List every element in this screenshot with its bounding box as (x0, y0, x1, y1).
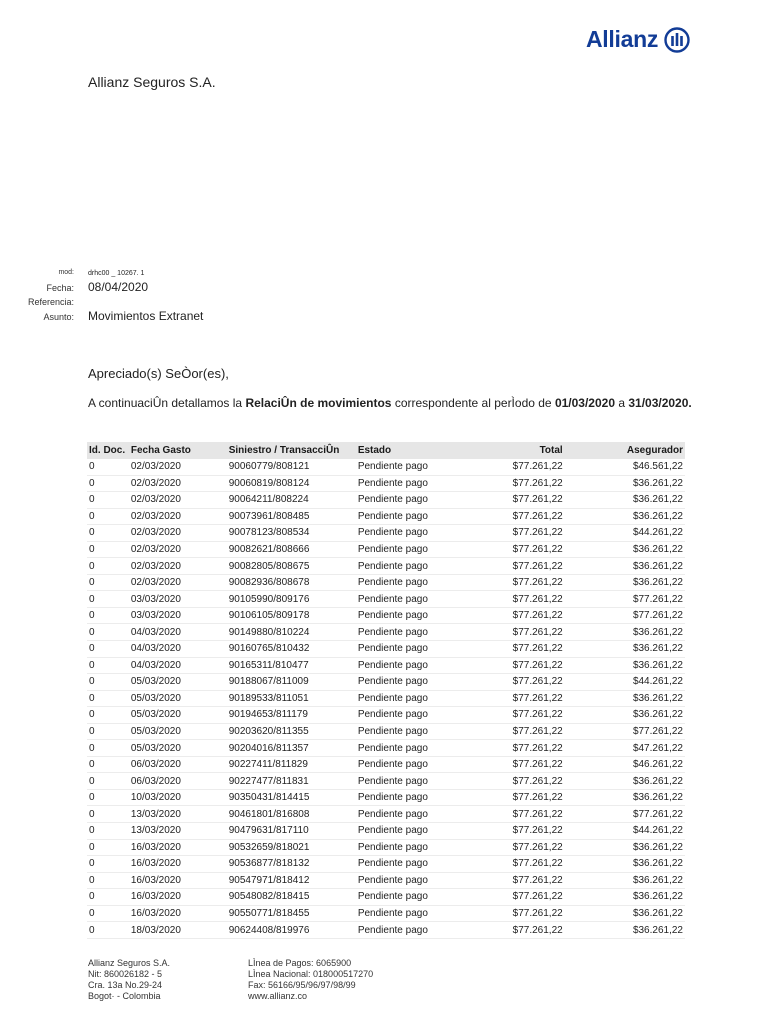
cell-fecha-gasto: 05/03/2020 (129, 674, 227, 691)
cell-asegurador: $46.261,22 (565, 756, 685, 773)
allianz-logo (586, 26, 690, 53)
table-row (87, 806, 685, 823)
cell-siniestro: 90078123/808534 (227, 525, 356, 542)
cell-asegurador: $36.261,22 (565, 922, 685, 939)
cell-asegurador: $36.261,22 (565, 872, 685, 889)
table-row (87, 823, 685, 840)
cell-estado: Pendiente pago (356, 541, 486, 558)
cell-estado: Pendiente pago (356, 459, 486, 475)
cell-total: $77.261,22 (486, 806, 564, 823)
cell-id-doc: 0 (87, 839, 129, 856)
cell-estado: Pendiente pago (356, 872, 486, 889)
cell-asegurador: $36.261,22 (565, 641, 685, 658)
mod-value: drhc00 _ 10267. 1 (88, 270, 145, 277)
mod-label: mod: (58, 269, 74, 276)
cell-fecha-gasto: 05/03/2020 (129, 723, 227, 740)
cell-asegurador: $36.261,22 (565, 690, 685, 707)
cell-total: $77.261,22 (486, 690, 564, 707)
cell-asegurador: $36.261,22 (565, 905, 685, 922)
cell-siniestro: 90536877/818132 (227, 856, 356, 873)
cell-fecha-gasto: 16/03/2020 (129, 872, 227, 889)
meta-fecha-row (0, 280, 768, 296)
table-row (87, 674, 685, 691)
cell-id-doc: 0 (87, 607, 129, 624)
cell-fecha-gasto: 05/03/2020 (129, 690, 227, 707)
cell-total: $77.261,22 (486, 856, 564, 873)
cell-siniestro: 90227477/811831 (227, 773, 356, 790)
intro-date-end: 31/03/2020. (628, 396, 692, 410)
intro-text-2: correspondente al perÌodo de (391, 396, 555, 410)
table-row (87, 541, 685, 558)
cell-asegurador: $77.261,22 (565, 723, 685, 740)
cell-siniestro: 90165311/810477 (227, 657, 356, 674)
table-row (87, 591, 685, 608)
footer-address: Cra. 13a No.29-24 (88, 980, 163, 990)
table-body (87, 459, 685, 938)
footer-company-info (88, 958, 170, 1002)
cell-fecha-gasto: 06/03/2020 (129, 756, 227, 773)
cell-id-doc: 0 (87, 922, 129, 939)
cell-estado: Pendiente pago (356, 839, 486, 856)
cell-estado: Pendiente pago (356, 823, 486, 840)
cell-asegurador: $36.261,22 (565, 889, 685, 906)
table-row (87, 657, 685, 674)
table-row (87, 922, 685, 939)
cell-siniestro: 90479631/817110 (227, 823, 356, 840)
table-row (87, 508, 685, 525)
fecha-label: Fecha: (46, 283, 74, 293)
intro-paragraph (88, 396, 692, 410)
cell-siniestro: 90227411/811829 (227, 756, 356, 773)
cell-fecha-gasto: 02/03/2020 (129, 508, 227, 525)
cell-estado: Pendiente pago (356, 657, 486, 674)
cell-estado: Pendiente pago (356, 789, 486, 806)
cell-total: $77.261,22 (486, 508, 564, 525)
cell-total: $77.261,22 (486, 707, 564, 724)
footer-payment-line: LÌnea de Pagos: 6065900 (248, 958, 352, 968)
cell-siniestro: 90204016/811357 (227, 740, 356, 757)
cell-asegurador: $36.261,22 (565, 558, 685, 575)
cell-asegurador: $36.261,22 (565, 657, 685, 674)
fecha-value: 08/04/2020 (88, 280, 149, 294)
cell-fecha-gasto: 03/03/2020 (129, 607, 227, 624)
cell-estado: Pendiente pago (356, 690, 486, 707)
cell-siniestro: 90082621/808666 (227, 541, 356, 558)
cell-asegurador: $77.261,22 (565, 591, 685, 608)
cell-id-doc: 0 (87, 789, 129, 806)
cell-id-doc: 0 (87, 690, 129, 707)
cell-total: $77.261,22 (486, 740, 564, 757)
table-row (87, 740, 685, 757)
cell-fecha-gasto: 16/03/2020 (129, 905, 227, 922)
cell-siniestro: 90105990/809176 (227, 591, 356, 608)
cell-total: $77.261,22 (486, 541, 564, 558)
cell-total: $77.261,22 (486, 475, 564, 492)
table-row (87, 905, 685, 922)
cell-id-doc: 0 (87, 492, 129, 509)
cell-estado: Pendiente pago (356, 723, 486, 740)
cell-estado: Pendiente pago (356, 905, 486, 922)
table-row (87, 459, 685, 475)
cell-total: $77.261,22 (486, 905, 564, 922)
cell-total: $77.261,22 (486, 492, 564, 509)
cell-id-doc: 0 (87, 574, 129, 591)
cell-asegurador: $44.261,22 (565, 525, 685, 542)
cell-id-doc: 0 (87, 823, 129, 840)
cell-siniestro: 90082805/808675 (227, 558, 356, 575)
cell-siniestro: 90160765/810432 (227, 641, 356, 658)
cell-estado: Pendiente pago (356, 574, 486, 591)
cell-id-doc: 0 (87, 872, 129, 889)
cell-siniestro: 90194653/811179 (227, 707, 356, 724)
footer-national-line: LÌnea Nacional: 018000517270 (248, 969, 374, 979)
cell-asegurador: $36.261,22 (565, 839, 685, 856)
header-fecha-gasto: Fecha Gasto (129, 442, 227, 459)
cell-asegurador: $47.261,22 (565, 740, 685, 757)
header-estado: Estado (356, 442, 486, 459)
cell-id-doc: 0 (87, 459, 129, 475)
cell-total: $77.261,22 (486, 624, 564, 641)
cell-estado: Pendiente pago (356, 773, 486, 790)
cell-fecha-gasto: 04/03/2020 (129, 624, 227, 641)
cell-fecha-gasto: 02/03/2020 (129, 574, 227, 591)
footer-company: Allianz Seguros S.A. (88, 958, 171, 968)
cell-estado: Pendiente pago (356, 525, 486, 542)
cell-siniestro: 90082936/808678 (227, 574, 356, 591)
table-row (87, 492, 685, 509)
cell-fecha-gasto: 16/03/2020 (129, 856, 227, 873)
cell-estado: Pendiente pago (356, 558, 486, 575)
cell-asegurador: $36.261,22 (565, 492, 685, 509)
cell-asegurador: $36.261,22 (565, 574, 685, 591)
cell-total: $77.261,22 (486, 789, 564, 806)
cell-siniestro: 90532659/818021 (227, 839, 356, 856)
cell-siniestro: 90149880/810224 (227, 624, 356, 641)
cell-asegurador: $36.261,22 (565, 624, 685, 641)
table-row (87, 558, 685, 575)
allianz-eagle-icon (664, 27, 690, 53)
intro-date-start: 01/03/2020 (554, 396, 615, 410)
table-row (87, 756, 685, 773)
cell-siniestro: 90073961/808485 (227, 508, 356, 525)
cell-estado: Pendiente pago (356, 591, 486, 608)
meta-asunto-row (0, 309, 768, 325)
cell-asegurador: $77.261,22 (565, 607, 685, 624)
cell-asegurador: $44.261,22 (565, 674, 685, 691)
table-row (87, 624, 685, 641)
cell-id-doc: 0 (87, 641, 129, 658)
cell-total: $77.261,22 (486, 657, 564, 674)
cell-siniestro: 90189533/811051 (227, 690, 356, 707)
cell-fecha-gasto: 06/03/2020 (129, 773, 227, 790)
cell-total: $77.261,22 (486, 889, 564, 906)
cell-fecha-gasto: 03/03/2020 (129, 591, 227, 608)
cell-siniestro: 90060819/808124 (227, 475, 356, 492)
cell-id-doc: 0 (87, 558, 129, 575)
table-row (87, 475, 685, 492)
cell-fecha-gasto: 18/03/2020 (129, 922, 227, 939)
cell-id-doc: 0 (87, 905, 129, 922)
table-row (87, 723, 685, 740)
table-row (87, 525, 685, 542)
cell-id-doc: 0 (87, 856, 129, 873)
cell-total: $77.261,22 (486, 723, 564, 740)
cell-siniestro: 90106105/809178 (227, 607, 356, 624)
cell-estado: Pendiente pago (356, 922, 486, 939)
cell-id-doc: 0 (87, 508, 129, 525)
cell-total: $77.261,22 (486, 922, 564, 939)
table-row (87, 641, 685, 658)
cell-id-doc: 0 (87, 475, 129, 492)
footer-nit: Nit: 860026182 - 5 (88, 969, 163, 979)
footer-city: Bogot· - Colombia (88, 991, 161, 1001)
cell-estado: Pendiente pago (356, 624, 486, 641)
cell-id-doc: 0 (87, 723, 129, 740)
cell-asegurador: $77.261,22 (565, 806, 685, 823)
cell-siniestro: 90624408/819976 (227, 922, 356, 939)
cell-siniestro: 90550771/818455 (227, 905, 356, 922)
cell-estado: Pendiente pago (356, 641, 486, 658)
cell-fecha-gasto: 02/03/2020 (129, 492, 227, 509)
asunto-value: Movimientos Extranet (88, 309, 204, 323)
cell-total: $77.261,22 (486, 773, 564, 790)
cell-estado: Pendiente pago (356, 674, 486, 691)
cell-estado: Pendiente pago (356, 756, 486, 773)
cell-total: $77.261,22 (486, 558, 564, 575)
cell-id-doc: 0 (87, 806, 129, 823)
footer-website: www.allianz.co (248, 991, 308, 1001)
cell-fecha-gasto: 02/03/2020 (129, 475, 227, 492)
cell-fecha-gasto: 05/03/2020 (129, 707, 227, 724)
cell-asegurador: $36.261,22 (565, 773, 685, 790)
cell-estado: Pendiente pago (356, 740, 486, 757)
header-asegurador: Asegurador (565, 442, 685, 459)
cell-total: $77.261,22 (486, 756, 564, 773)
cell-total: $77.261,22 (486, 607, 564, 624)
intro-text-3: a (615, 396, 629, 410)
cell-siniestro: 90350431/814415 (227, 789, 356, 806)
cell-id-doc: 0 (87, 889, 129, 906)
company-name: Allianz Seguros S.A. (88, 74, 216, 90)
table-row (87, 789, 685, 806)
cell-id-doc: 0 (87, 624, 129, 641)
header-total: Total (486, 442, 564, 459)
cell-estado: Pendiente pago (356, 806, 486, 823)
cell-fecha-gasto: 16/03/2020 (129, 839, 227, 856)
cell-estado: Pendiente pago (356, 856, 486, 873)
cell-asegurador: $36.261,22 (565, 707, 685, 724)
cell-siniestro: 90548082/818415 (227, 889, 356, 906)
logo-text: Allianz (586, 26, 659, 52)
cell-id-doc: 0 (87, 541, 129, 558)
cell-siniestro: 90064211/808224 (227, 492, 356, 509)
cell-fecha-gasto: 13/03/2020 (129, 806, 227, 823)
cell-estado: Pendiente pago (356, 508, 486, 525)
table-row (87, 872, 685, 889)
table-row (87, 839, 685, 856)
cell-fecha-gasto: 04/03/2020 (129, 641, 227, 658)
table-row (87, 574, 685, 591)
table-row (87, 707, 685, 724)
cell-siniestro: 90203620/811355 (227, 723, 356, 740)
cell-fecha-gasto: 13/03/2020 (129, 823, 227, 840)
asunto-label: Asunto: (43, 312, 74, 322)
table-row (87, 889, 685, 906)
referencia-label: Referencia: (27, 297, 74, 307)
table-row (87, 690, 685, 707)
cell-total: $77.261,22 (486, 591, 564, 608)
cell-estado: Pendiente pago (356, 492, 486, 509)
cell-total: $77.261,22 (486, 459, 564, 475)
cell-asegurador: $36.261,22 (565, 541, 685, 558)
cell-id-doc: 0 (87, 591, 129, 608)
cell-total: $77.261,22 (486, 823, 564, 840)
header-siniestro: Siniestro / TransacciÛn (227, 442, 356, 459)
cell-asegurador: $36.261,22 (565, 508, 685, 525)
cell-fecha-gasto: 10/03/2020 (129, 789, 227, 806)
cell-siniestro: 90188067/811009 (227, 674, 356, 691)
cell-total: $77.261,22 (486, 872, 564, 889)
greeting: Apreciado(s) SeÒor(es), (88, 366, 229, 381)
cell-id-doc: 0 (87, 525, 129, 542)
table-row (87, 607, 685, 624)
header-id-doc: Id. Doc. (87, 442, 129, 459)
movements-table (87, 442, 685, 939)
cell-asegurador: $36.261,22 (565, 856, 685, 873)
intro-bold-1: RelaciÛn de movimientos (245, 396, 392, 410)
cell-asegurador: $44.261,22 (565, 823, 685, 840)
footer-fax: Fax: 56166/95/96/97/98/99 (248, 980, 356, 990)
cell-estado: Pendiente pago (356, 475, 486, 492)
cell-fecha-gasto: 02/03/2020 (129, 558, 227, 575)
cell-estado: Pendiente pago (356, 607, 486, 624)
intro-text-1: A continuaciÛn detallamos la (88, 396, 246, 410)
cell-id-doc: 0 (87, 773, 129, 790)
table-row (87, 773, 685, 790)
cell-asegurador: $36.261,22 (565, 789, 685, 806)
cell-siniestro: 90547971/818412 (227, 872, 356, 889)
table-row (87, 856, 685, 873)
cell-estado: Pendiente pago (356, 889, 486, 906)
cell-asegurador: $46.561,22 (565, 459, 685, 475)
cell-estado: Pendiente pago (356, 707, 486, 724)
cell-id-doc: 0 (87, 674, 129, 691)
cell-fecha-gasto: 02/03/2020 (129, 459, 227, 475)
cell-total: $77.261,22 (486, 574, 564, 591)
cell-fecha-gasto: 02/03/2020 (129, 541, 227, 558)
cell-id-doc: 0 (87, 657, 129, 674)
cell-fecha-gasto: 16/03/2020 (129, 889, 227, 906)
table-header-row (87, 442, 685, 459)
cell-id-doc: 0 (87, 707, 129, 724)
cell-siniestro: 90060779/808121 (227, 459, 356, 475)
cell-fecha-gasto: 02/03/2020 (129, 525, 227, 542)
cell-id-doc: 0 (87, 740, 129, 757)
cell-total: $77.261,22 (486, 839, 564, 856)
cell-total: $77.261,22 (486, 641, 564, 658)
cell-id-doc: 0 (87, 756, 129, 773)
cell-total: $77.261,22 (486, 525, 564, 542)
cell-siniestro: 90461801/816808 (227, 806, 356, 823)
cell-fecha-gasto: 05/03/2020 (129, 740, 227, 757)
cell-asegurador: $36.261,22 (565, 475, 685, 492)
footer-contact-info (248, 958, 373, 1002)
cell-total: $77.261,22 (486, 674, 564, 691)
cell-fecha-gasto: 04/03/2020 (129, 657, 227, 674)
